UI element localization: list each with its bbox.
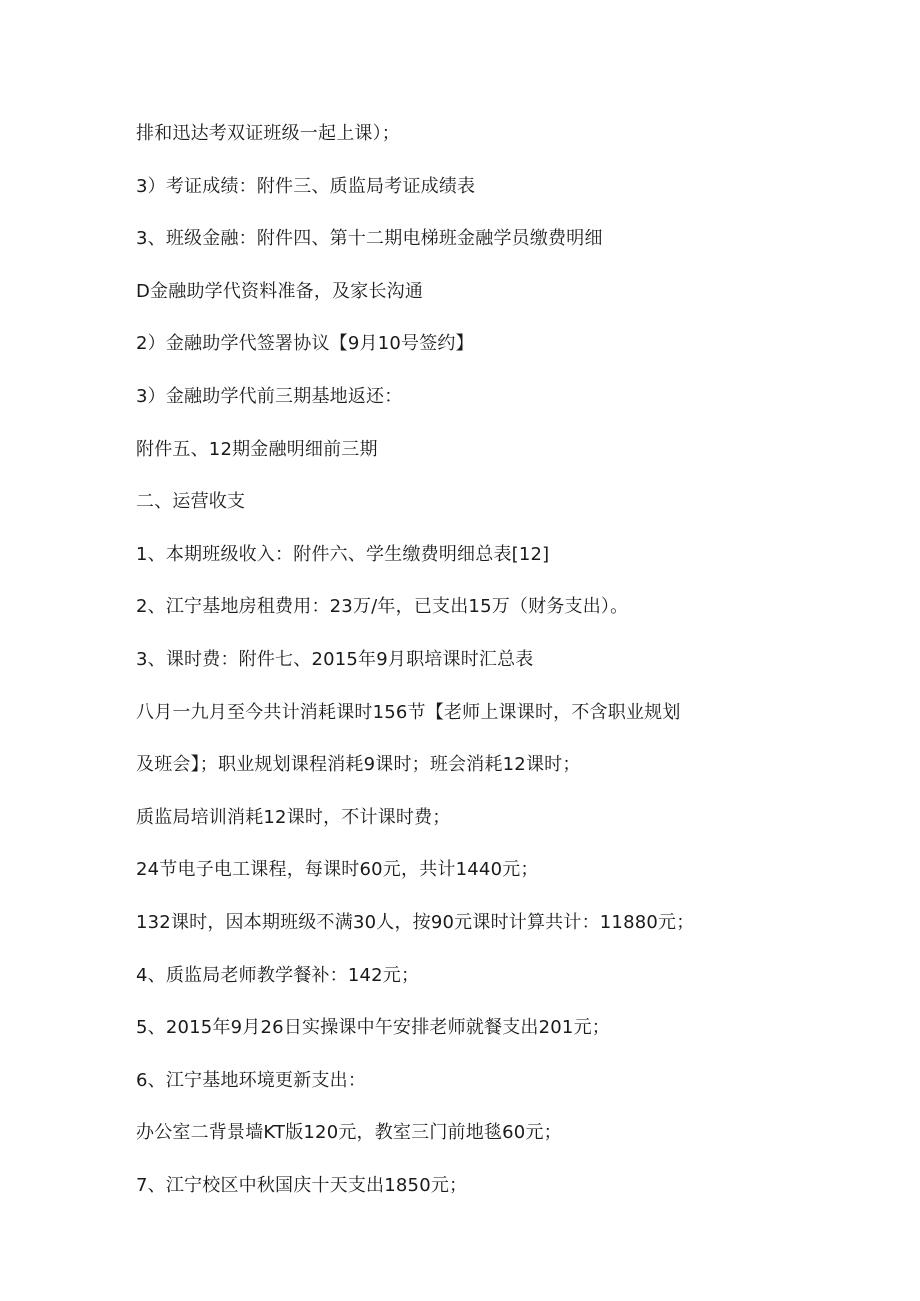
text-line: 3）金融助学代前三期基地返还： — [136, 385, 403, 407]
text-line: 排和迅达考双证班级一起上课）； — [136, 123, 400, 144]
text-line: 办公室二背景墙KT版120元，教室三门前地毯60元； — [136, 1122, 562, 1144]
text-line: 八月一九月至今共计消耗课时156节【老师上课课时，不含职业规划 — [136, 701, 681, 723]
text-line: 4、质监局老师教学餐补：142元； — [136, 964, 420, 986]
text-line: 7、江宁校区中秋国庆十天支出1850元； — [136, 1174, 468, 1196]
text-line: 5、2015年9月26日实操课中午安排老师就餐支出201元； — [136, 1017, 610, 1039]
text-line: 132课时，因本期班级不满30人，按90元课时计算共计：11880元； — [136, 911, 695, 933]
text-line: 1、本期班级收入：附件六、学生缴费明细总表[12] — [136, 543, 550, 565]
text-line: D金融助学代资料准备，及家长沟通 — [136, 280, 424, 302]
text-line: 6、江宁基地环境更新支出： — [136, 1069, 367, 1091]
text-line: 附件五、12期金融明细前三期 — [136, 438, 378, 460]
text-line: 2、江宁基地房租费用：23万/年，已支出15万（财务支出）。 — [136, 596, 629, 618]
text-line: 24节电子电工课程，每课时60元，共计1440元； — [136, 859, 539, 881]
text-line: 3、课时费：附件七、2015年9月职培课时汇总表 — [136, 648, 534, 670]
section-heading: 二、运营收支 — [136, 491, 246, 513]
document-body — [136, 121, 796, 1225]
text-line: 2）金融助学代签署协议【9月10号签约】 — [136, 333, 474, 355]
text-line: 及班会】；职业规划课程消耗9课时；班会消耗12课时； — [136, 754, 581, 776]
text-line: 3、班级金融：附件四、第十二期电梯班金融学员缴费明细 — [136, 228, 603, 250]
text-line: 质监局培训消耗12课时，不计课时费； — [136, 806, 451, 828]
text-line: 3）考证成绩：附件三、质监局考证成绩表 — [136, 175, 476, 197]
